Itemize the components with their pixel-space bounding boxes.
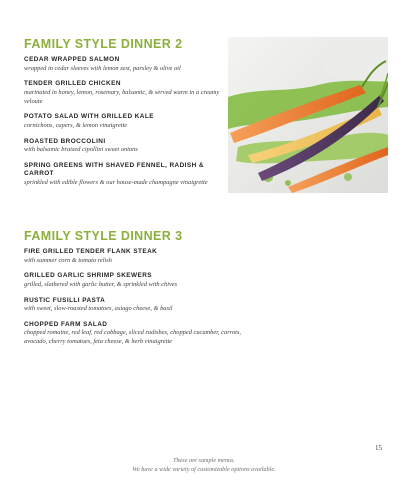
carrots-illustration [228,37,388,193]
menu-item-name: ROASTED BROCCOLINI [24,137,106,145]
menu-item-name: RUSTIC FUSILLI PASTA [24,296,106,304]
menu-item-name: CEDAR WRAPPED SALMON [24,56,120,63]
menu-list-dinner-2 [24,56,220,195]
menu-item-description: wrapped in cedar sleeves with lemon zest, parsley & olive oil [24,64,181,72]
section-title-dinner-2: FAMILY STYLE DINNER 2 [24,37,183,51]
menu-item-description: grilled, slathered with garlic butter, & sprinkled with chives [24,280,178,288]
menu-item-name: SPRING GREENS WITH SHAVED FENNEL, RADISH & CARROT [24,161,204,178]
footer-note [0,456,408,474]
menu-item-name: CHOPPED FARM SALAD [24,320,108,328]
menu-item-description: marinated in honey, lemon, rosemary, balsamic, & served warm in a creamy veloute [24,88,220,105]
menu-item-description: with sweet, slow-roasted tomatoes, asiago cheese, & basil [24,305,173,313]
menu-item-name: TENDER GRILLED CHICKEN [24,80,121,88]
menu-item-description: chopped romaine, red leaf, red cabbage, sliced radishes, chopped cucumber, carrots, avocado, cherry tomatoes, feta cheese, & herb vinaigrette [24,329,241,346]
menu-item-description: with summer corn & tomato relish [24,256,112,264]
menu-item-name: GRILLED GARLIC SHRIMP SKEWERS [24,272,152,280]
food-photo-roasted-carrots [228,37,388,193]
menu-item [24,80,220,106]
menu-item [24,113,220,130]
menu-item-description: with balsamic braised cipollini sweet onions [24,146,138,154]
menu-item [24,321,264,347]
menu-item-description: sprinkled with edible flowers & our house-made champagne vinaigrette [24,178,208,186]
menu-item [24,162,220,188]
menu-item [24,56,220,73]
menu-item-name: POTATO SALAD WITH GRILLED KALE [24,113,154,121]
menu-item-name: FIRE GRILLED TENDER FLANK STEAK [24,248,158,255]
menu-item [24,272,264,289]
menu-item [24,297,264,314]
section-title-dinner-3: FAMILY STYLE DINNER 3 [24,229,183,243]
menu-item-description: cornichons, capers, & lemon vinaigrette [24,121,128,129]
page-number: 15 [375,444,382,452]
menu-item [24,138,220,155]
footer-line-2: We have a wide variety of customizable options available. [132,466,276,473]
menu-list-dinner-3 [24,248,264,354]
footer-line-1: These are sample menus. [173,457,235,464]
menu-item [24,248,264,265]
